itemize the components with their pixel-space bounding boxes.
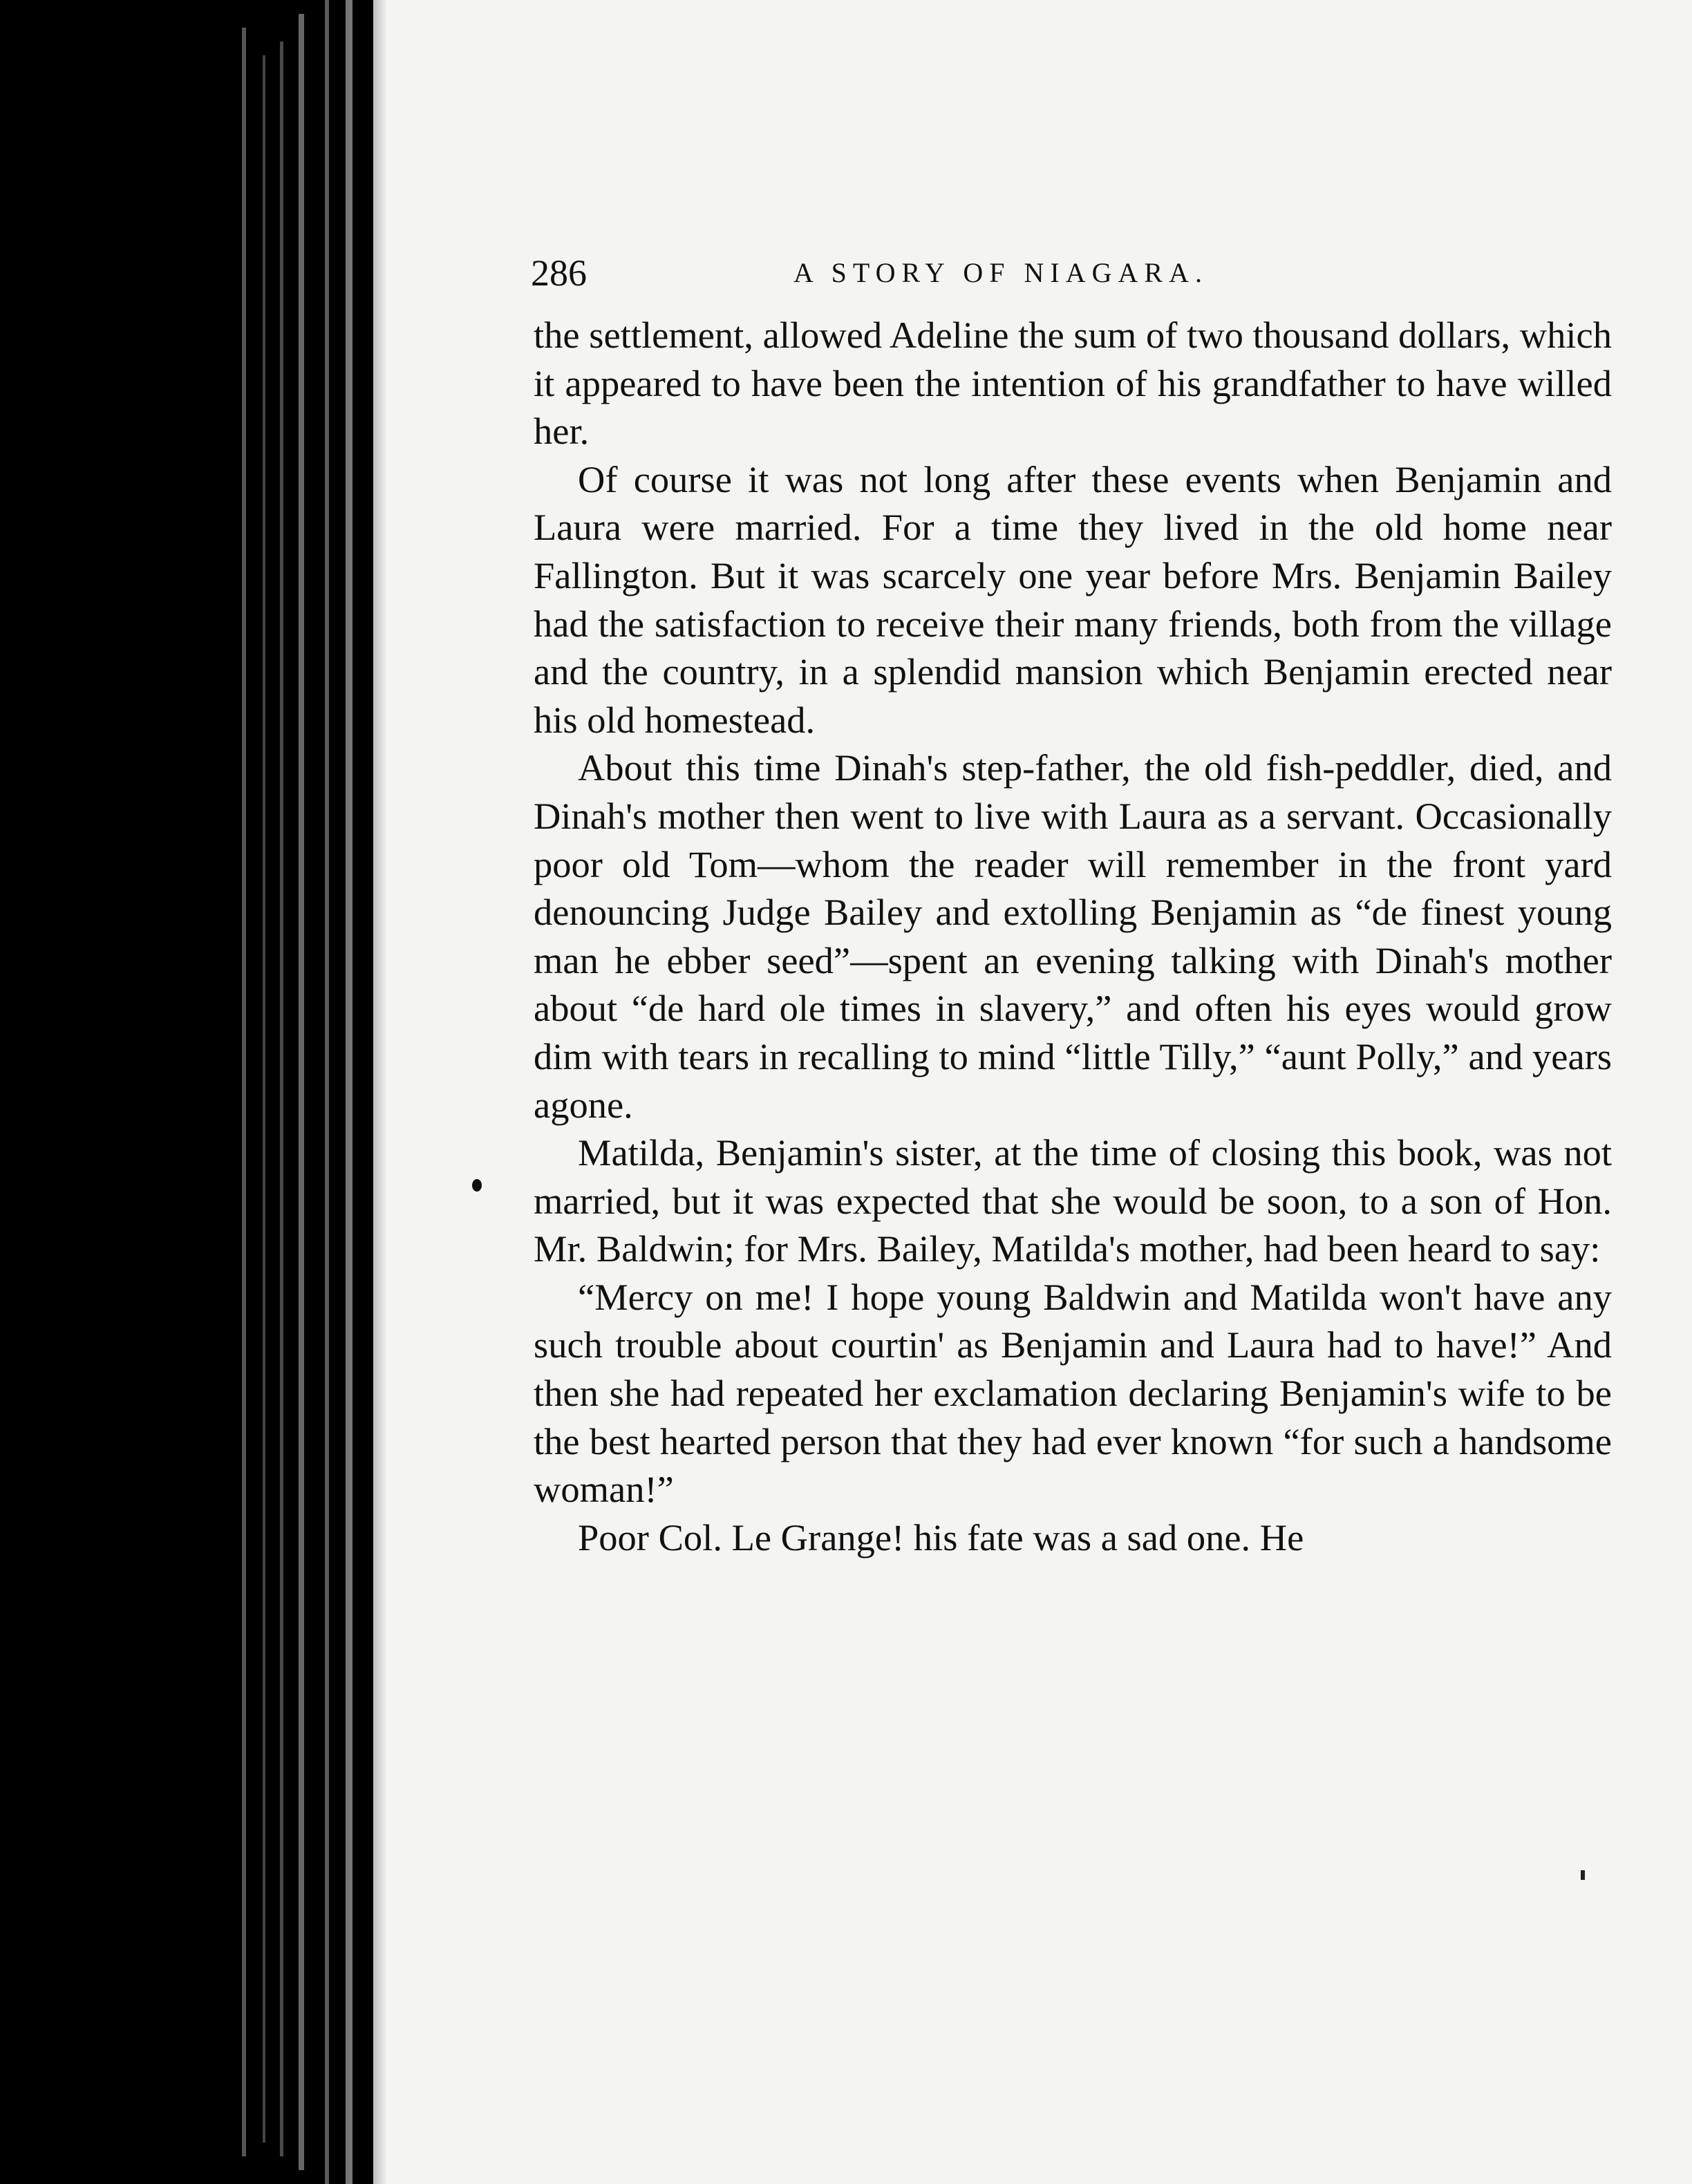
page-edge-line [346,0,352,2184]
body-text [534,311,1612,1561]
ink-spot [1581,1870,1585,1880]
paragraph: Of course it was not long after these events when Benjamin and Laura were married. For a time they lived in the old home near Fallington. But it was scarcely one year before Mrs. Benjamin Bailey had the satisfaction to receive their many friends, both from the village and the country, in a splendid mansion which Benjamin erected near his old homestead. [534,458,1612,741]
paragraph: the settlement, allowed Adeline the sum of two thousand dollars, which it appeared to have been the intention of his grandfather to have willed her. [534,314,1612,453]
paragraph: About this time Dinah's step-father, the old fish-peddler, died, and Dinah's mother then went to live with Laura as a servant. Occasionally poor old Tom—whom the reader will remember in the front yard denouncing Judge Bailey and extolling Benjamin as “de finest young man he ebber seed”—spent an evening talking with Dinah's mother about “de hard ole times in slavery,” and often his eyes would grow dim with tears in recalling to mind “little Tilly,” “aunt Polly,” and years agone. [534,746,1612,1126]
paragraph: “Mercy on me! I hope young Baldwin and Matilda won't have any such trouble about courtin' as Benjamin and Laura had to have!” And then she had repeated her exclamation declaring Benjamin's wife to be the best hearted person that they had ever known “for such a handsome woman!” [534,1275,1612,1511]
paragraph: Poor Col. Le Grange! his fate was a sad one. He [578,1516,1304,1559]
page-edge-line [242,28,246,2156]
book-page-edges [0,0,373,2184]
running-head: A STORY OF NIAGARA. [793,257,1208,288]
page-number: 286 [531,252,587,294]
ink-spot [472,1179,482,1192]
page-edge-line [299,14,304,2170]
page-edge-line [263,55,265,2143]
page-header [531,245,1623,301]
page-edge-line [325,0,329,2184]
gutter-shadow [373,0,387,2184]
book-page [373,0,1692,2184]
paragraph: Matilda, Benjamin's sister, at the time of closing this book, was not married, but it was expected that she would be soon, to a son of Hon. Mr. Baldwin; for Mrs. Bailey, Matilda's mother, had been heard to say: [534,1131,1612,1270]
page-edge-line [280,41,283,2156]
